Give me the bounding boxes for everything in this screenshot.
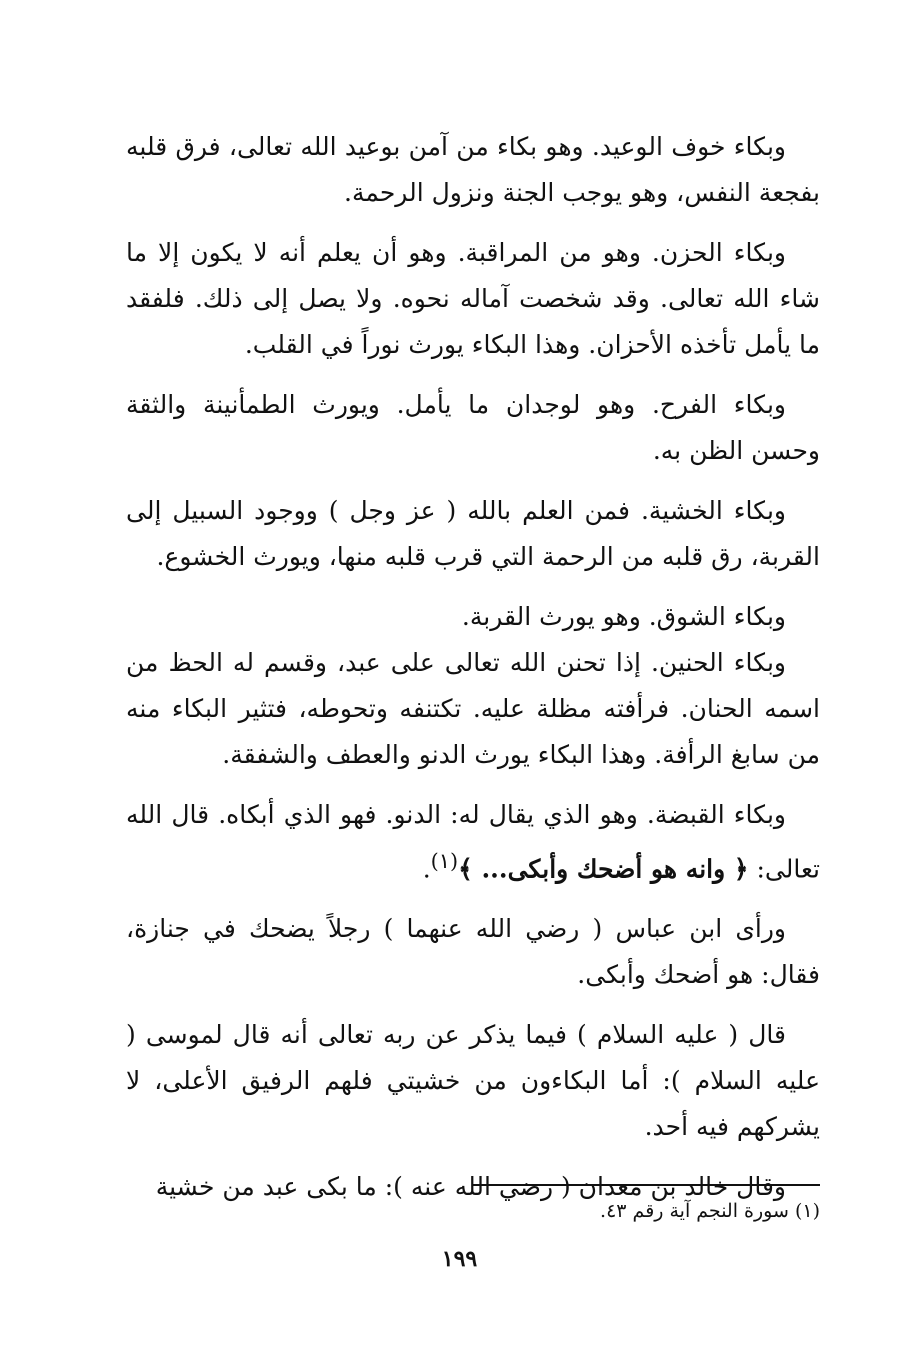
footnote: (١) سورة النجم آية رقم ٤٣. bbox=[600, 1200, 820, 1222]
paragraph bbox=[126, 1012, 820, 1150]
paragraph bbox=[126, 124, 820, 216]
paragraph bbox=[126, 488, 820, 580]
paragraph-text: وبكاء القبضة. وهو الذي يقال له: الدنو. فهو الذي أبكاه. قال الله تعالى: bbox=[126, 800, 820, 884]
paragraph-text: وبكاء الفرح. وهو لوجدان ما يأمل. ويورث الطمأنينة والثقة وحسن الظن به. bbox=[126, 390, 820, 465]
paragraph bbox=[126, 640, 820, 778]
footnote-separator bbox=[472, 1184, 820, 1186]
quran-quote: ﴿ وانه هو أضحك وأبكى... ﴾ bbox=[458, 854, 749, 884]
paragraph: وبكاء القبضة. وهو الذي يقال له: الدنو. فهو الذي أبكاه. قال الله تعالى: ﴿ وانه هو أضحك وأبكى... ﴾$^{(١)}$. bbox=[126, 800, 820, 884]
body-text bbox=[126, 124, 820, 1224]
page-number: ١٩٩ bbox=[441, 1246, 478, 1272]
paragraph-text: وبكاء خوف الوعيد. وهو بكاء من آمن بوعيد الله تعالى، فرق قلبه بفجعة النفس، وهو يوجب الجنة ونزول الرحمة. bbox=[126, 132, 820, 207]
paragraph bbox=[126, 230, 820, 368]
paragraph-text: وبكاء الحنين. إذا تحنن الله تعالى على عبد، وقسم له الحظ من اسمه الحنان. فرأفته مظلة عليه. تكتنفه وتحوطه، فتثير البكاء منه من سابغ الرأفة. وهذا البكاء يورث الدنو والعطف والشفقة. bbox=[126, 648, 820, 769]
paragraph-text: وبكاء الشوق. وهو يورث القربة. bbox=[461, 602, 786, 631]
paragraph bbox=[126, 382, 820, 474]
footnote-reference: (١) bbox=[430, 849, 459, 873]
paragraph-text: وبكاء الخشية. فمن العلم بالله ( عز وجل ) ووجود السبيل إلى القربة، رق قلبه من الرحمة التي قرب قلبه منها، ويورث الخشوع. bbox=[126, 496, 820, 571]
paragraph-text: قال ( عليه السلام ) فيما يذكر عن ربه تعالى أنه قال لموسى ( عليه السلام ): أما البكاءون من خشيتي فلهم الرفيق الأعلى، لا يشركهم فيه أحد. bbox=[126, 1020, 820, 1142]
paragraph-text: وقال خالد بن معدان ( رضي الله عنه ): ما بكى عبد من خشية bbox=[155, 1172, 786, 1202]
paragraph bbox=[126, 906, 820, 998]
paragraph-text: وبكاء الحزن. وهو من المراقبة. وهو أن يعلم أنه لا يكون إلا ما شاء الله تعالى. وقد شخصت آماله نحوه. ولا يصل إلى ذلك. فلفقد ما يأمل تأخذه الأحزان. وهذا البكاء يورث نوراً في القلب. bbox=[126, 238, 820, 359]
paragraph-text: ورأى ابن عباس ( رضي الله عنهما ) رجلاً يضحك في جنازة، فقال: هو أضحك وأبكى. bbox=[126, 914, 820, 990]
paragraph bbox=[126, 594, 820, 640]
